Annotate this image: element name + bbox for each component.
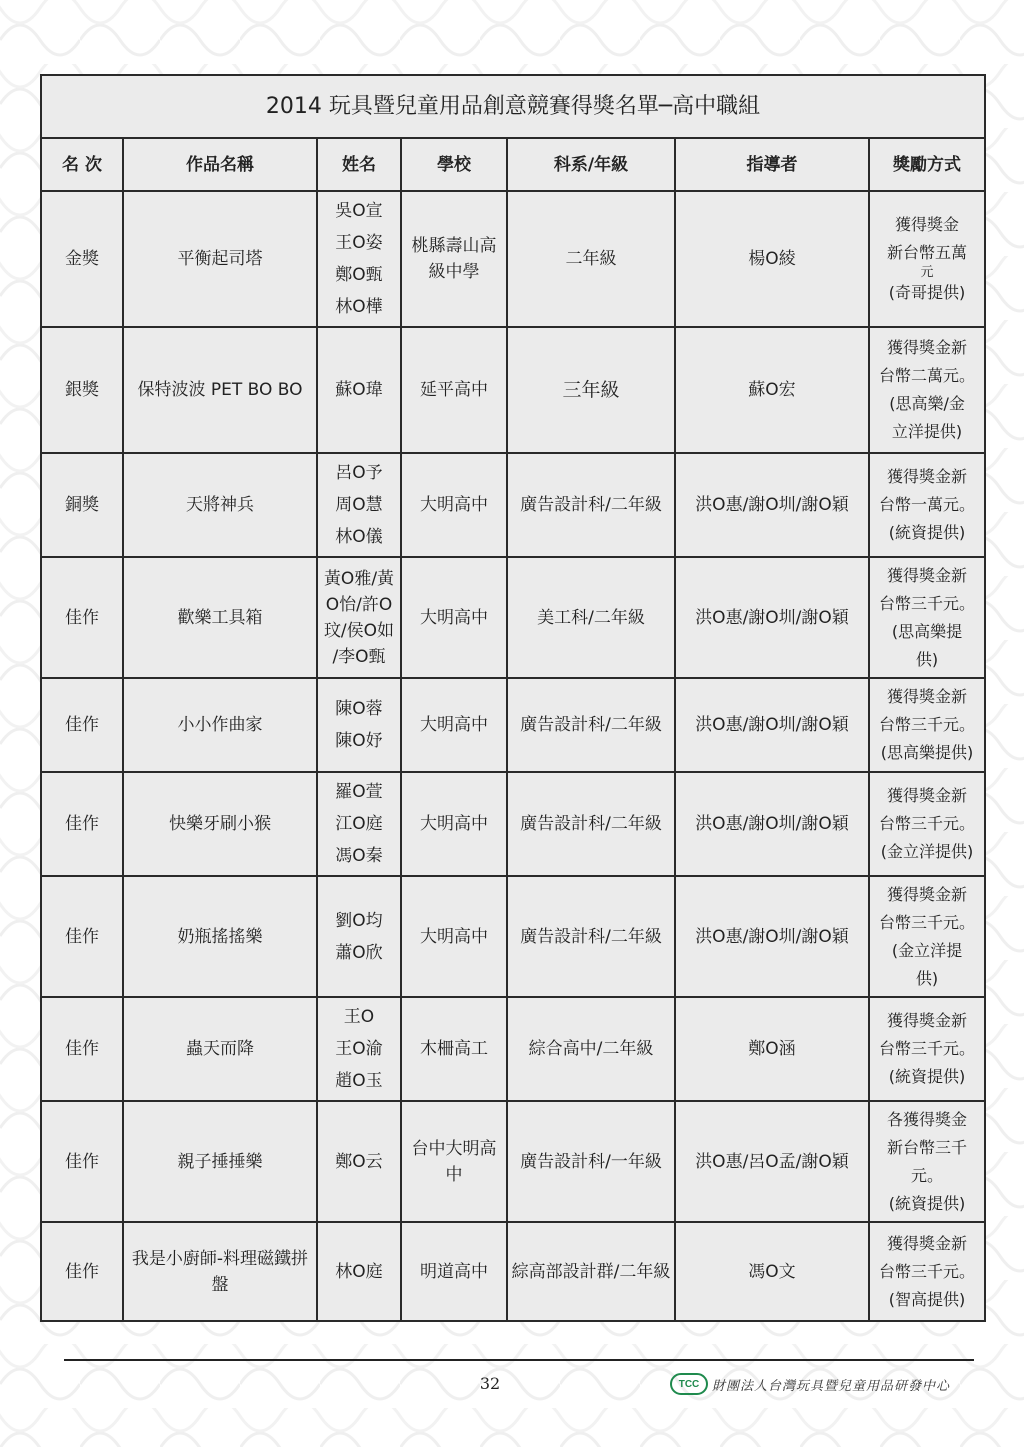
reward-line: 元。	[911, 1165, 944, 1185]
school-cell: 台中大明高中	[401, 1101, 507, 1222]
header-reward: 獎勵方式	[869, 138, 985, 191]
page-number: 32	[479, 1374, 501, 1393]
work-cell: 快樂牙刷小猴	[123, 772, 317, 876]
school-cell: 桃縣壽山高級中學	[401, 191, 507, 327]
organization-name: 財團法人台灣玩具暨兒童用品研發中心	[712, 1378, 951, 1394]
name-line: 吳O宣	[335, 201, 383, 221]
reward-line: (思高樂提	[891, 621, 963, 641]
reward-line: 獲得獎金新	[887, 786, 968, 805]
name-line: 周O慧	[335, 495, 383, 515]
rank-cell: 佳作	[41, 876, 123, 997]
dept-cell: 廣告設計科/一年級	[507, 1101, 675, 1222]
name-line: 蘇O瑋	[335, 380, 383, 400]
work-cell: 天將神兵	[123, 453, 317, 557]
table-row	[41, 678, 985, 772]
reward-cell	[869, 557, 985, 678]
name-line: 陳O妤	[335, 731, 383, 751]
reward-line: 獲得獎金新	[887, 1233, 968, 1253]
advisor-cell: 洪O惠/謝O圳/謝O穎	[675, 678, 869, 772]
table-row	[41, 191, 985, 327]
work-cell: 歡樂工具箱	[123, 557, 317, 678]
table-row	[41, 876, 985, 997]
work-cell: 小小作曲家	[123, 678, 317, 772]
name-line: 王O渝	[335, 1039, 383, 1059]
names-cell	[317, 557, 401, 678]
table-row	[41, 997, 985, 1101]
reward-line: 供)	[915, 968, 939, 988]
work-cell: 奶瓶搖搖樂	[123, 876, 317, 997]
reward-line: 台幣一萬元。	[879, 495, 976, 514]
names-cell	[317, 327, 401, 453]
rank-cell: 銅獎	[41, 453, 123, 557]
reward-line: (金立洋提	[891, 940, 963, 960]
name-line: 馮O秦	[335, 846, 383, 866]
reward-line: (奇哥提供)	[888, 283, 966, 302]
reward-line: 元	[920, 265, 934, 280]
name-line: 劉O均	[335, 910, 383, 931]
reward-line: 台幣三千元。	[879, 1039, 976, 1058]
reward-line: 台幣二萬元。	[879, 366, 976, 385]
reward-line: 供)	[915, 649, 939, 669]
reward-line: 獲得獎金	[895, 215, 960, 234]
school-cell: 大明高中	[401, 876, 507, 997]
rank-cell: 佳作	[41, 997, 123, 1101]
footer-brand	[670, 1372, 950, 1396]
name-line: 江O庭	[335, 814, 383, 834]
reward-line: 台幣三千元。	[879, 814, 976, 833]
rank-cell: 金獎	[41, 191, 123, 327]
school-cell: 大明高中	[401, 678, 507, 772]
school-cell: 大明高中	[401, 453, 507, 557]
reward-line: (統資提供)	[888, 523, 966, 542]
name-line: /李O甄	[332, 646, 386, 667]
dept-cell: 綜高部設計群/二年級	[507, 1222, 675, 1321]
rank-cell: 佳作	[41, 1101, 123, 1222]
rank-cell: 佳作	[41, 557, 123, 678]
advisor-cell: 洪O惠/謝O圳/謝O穎	[675, 557, 869, 678]
name-line: 林O樺	[335, 297, 383, 317]
header-work: 作品名稱	[123, 138, 317, 191]
reward-line: (智高提供)	[888, 1289, 966, 1309]
work-cell: 保特波波 PET BO BO	[123, 327, 317, 453]
rank-cell: 銀獎	[41, 327, 123, 453]
reward-line: 立洋提供)	[891, 422, 963, 441]
reward-cell	[869, 772, 985, 876]
rank-cell: 佳作	[41, 772, 123, 876]
award-table	[40, 74, 986, 1322]
header-school: 學校	[401, 138, 507, 191]
work-cell: 親子捶捶樂	[123, 1101, 317, 1222]
rank-cell: 佳作	[41, 1222, 123, 1321]
reward-line: 獲得獎金新	[887, 1011, 968, 1030]
reward-cell	[869, 453, 985, 557]
names-cell	[317, 1101, 401, 1222]
name-line: 鄭O云	[335, 1151, 383, 1172]
table-title: 2014 玩具暨兒童用品創意競賽得獎名單─高中職組	[41, 75, 985, 138]
names-cell	[317, 997, 401, 1101]
reward-line: (統資提供)	[888, 1067, 966, 1086]
dept-cell: 三年級	[507, 327, 675, 453]
header-rank: 名 次	[41, 138, 123, 191]
reward-line: 新台幣五萬	[887, 243, 968, 262]
table-row	[41, 327, 985, 453]
header-names: 姓名	[317, 138, 401, 191]
reward-line: 新台幣三千	[887, 1137, 968, 1157]
school-cell: 明道高中	[401, 1222, 507, 1321]
names-cell	[317, 1222, 401, 1321]
reward-line: (統資提供)	[888, 1193, 966, 1213]
name-line: 趙O玉	[335, 1071, 383, 1091]
dept-cell: 綜合高中/二年級	[507, 997, 675, 1101]
names-cell	[317, 772, 401, 876]
reward-line: (金立洋提供)	[880, 842, 974, 861]
reward-cell	[869, 678, 985, 772]
name-line: 蕭O欣	[335, 942, 383, 963]
school-cell: 木柵高工	[401, 997, 507, 1101]
table-row	[41, 772, 985, 876]
advisor-cell: 洪O惠/謝O圳/謝O穎	[675, 453, 869, 557]
reward-line: 獲得獎金新	[887, 687, 968, 706]
work-cell: 我是小廚師-料理磁鐵拼盤	[123, 1222, 317, 1321]
advisor-cell: 洪O惠/謝O圳/謝O穎	[675, 876, 869, 997]
name-line: 陳O蓉	[335, 699, 383, 719]
school-cell: 大明高中	[401, 557, 507, 678]
reward-line: 台幣三千元。	[879, 715, 976, 734]
reward-line: 獲得獎金新	[887, 565, 968, 585]
table-row	[41, 1101, 985, 1222]
work-cell: 平衡起司塔	[123, 191, 317, 327]
dept-cell: 美工科/二年級	[507, 557, 675, 678]
reward-cell	[869, 1222, 985, 1321]
advisor-cell: 蘇O宏	[675, 327, 869, 453]
school-cell: 大明高中	[401, 772, 507, 876]
name-line: 林O庭	[335, 1261, 383, 1282]
reward-cell	[869, 327, 985, 453]
footer-divider	[64, 1359, 974, 1361]
title-row	[41, 75, 985, 138]
table-row	[41, 453, 985, 557]
names-cell	[317, 453, 401, 557]
dept-cell: 廣告設計科/二年級	[507, 453, 675, 557]
names-cell	[317, 678, 401, 772]
table-row	[41, 1222, 985, 1321]
reward-line: (思高樂/金	[889, 394, 965, 413]
name-line: 呂O予	[335, 463, 383, 483]
advisor-cell: 馮O文	[675, 1222, 869, 1321]
table-row	[41, 557, 985, 678]
header-advisor: 指導者	[675, 138, 869, 191]
work-cell: 蟲天而降	[123, 997, 317, 1101]
name-line: 林O儀	[335, 527, 383, 547]
names-cell	[317, 876, 401, 997]
reward-line: (思高樂提供)	[880, 743, 974, 762]
reward-line: 台幣三千元。	[879, 912, 976, 932]
school-cell: 延平高中	[401, 327, 507, 453]
header-dept: 科系/年級	[507, 138, 675, 191]
reward-line: 獲得獎金新	[887, 884, 968, 904]
reward-cell	[869, 191, 985, 327]
dept-cell: 廣告設計科/二年級	[507, 678, 675, 772]
reward-line: 台幣三千元。	[879, 1261, 976, 1281]
dept-cell: 廣告設計科/二年級	[507, 876, 675, 997]
advisor-cell: 洪O惠/謝O圳/謝O穎	[675, 772, 869, 876]
name-line: 王O	[343, 1007, 375, 1027]
reward-cell	[869, 876, 985, 997]
name-line: 王O姿	[335, 233, 383, 253]
reward-cell	[869, 1101, 985, 1222]
name-line: 黃O雅/黃	[323, 568, 395, 589]
reward-line: 獲得獎金新	[887, 338, 968, 357]
advisor-cell: 鄭O涵	[675, 997, 869, 1101]
advisor-cell: 洪O惠/呂O孟/謝O穎	[675, 1101, 869, 1222]
names-cell	[317, 191, 401, 327]
rank-cell: 佳作	[41, 678, 123, 772]
dept-cell: 廣告設計科/二年級	[507, 772, 675, 876]
name-line: 羅O萱	[335, 782, 383, 802]
header-row	[41, 138, 985, 191]
advisor-cell: 楊O綾	[675, 191, 869, 327]
name-line: 鄭O甄	[335, 265, 383, 285]
reward-line: 各獲得獎金	[887, 1109, 968, 1129]
name-line: O怡/許O	[325, 594, 393, 615]
reward-cell	[869, 997, 985, 1101]
reward-line: 台幣三千元。	[879, 593, 976, 613]
reward-line: 獲得獎金新	[887, 467, 968, 486]
name-line: 玟/侯O如	[323, 620, 395, 641]
tcc-logo-icon: TCC	[670, 1373, 708, 1395]
dept-cell: 二年級	[507, 191, 675, 327]
